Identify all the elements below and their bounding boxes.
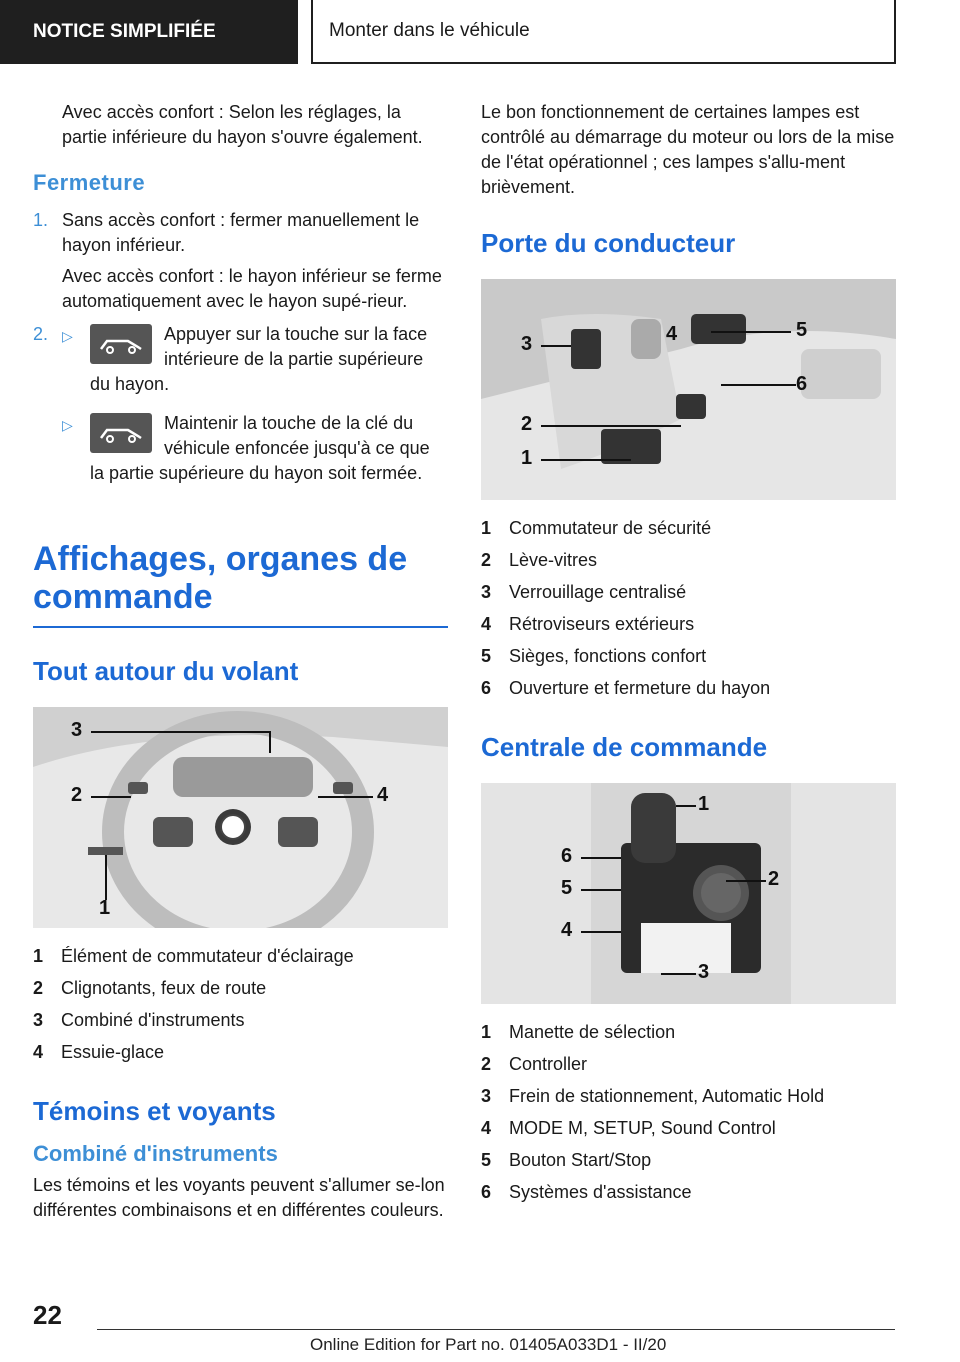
temoins-text: Les témoins et les voyants peuvent s'allumer se-lon différentes combinaisons et en différentes couleurs.: [33, 1175, 445, 1220]
steering-wheel-photo: [33, 707, 448, 928]
callout-2: 2: [768, 868, 780, 890]
door-panel-photo: [481, 279, 896, 500]
triangle-right-icon: ▷: [62, 328, 73, 344]
callout-5: 5: [796, 319, 808, 341]
header-chapter: [311, 0, 896, 64]
right-column: [481, 100, 896, 1208]
porte-heading: Porte du conducteur: [481, 228, 736, 258]
legend-item: 1 Commutateur de sécurité: [481, 518, 712, 538]
volant-heading: Tout autour du volant: [33, 656, 299, 686]
page-number: 22: [33, 1300, 62, 1330]
car-tailgate-icon: [90, 413, 152, 453]
legend-item: 5 Bouton Start/Stop: [481, 1150, 652, 1170]
legend-item: 4 Essuie-glace: [33, 1042, 165, 1062]
legend-item: 4 MODE M, SETUP, Sound Control: [481, 1118, 776, 1138]
volant-legend: [33, 940, 448, 1068]
left-column: [33, 100, 448, 1223]
centrale-heading: Centrale de commande: [481, 732, 768, 762]
header-section: [0, 0, 298, 64]
legend-item: 3 Verrouillage centralisé: [481, 582, 687, 602]
combine-heading: Combiné d'instruments: [33, 1141, 278, 1166]
legend-item: 2 Lève-vitres: [481, 550, 598, 570]
bullet-2-text: Maintenir la touche de la clé du véhicule enfoncée jusqu'à ce que la partie supérieure du hayon soit fermée.: [90, 413, 430, 483]
bullet-2: [62, 411, 448, 492]
callout-2: 2: [521, 413, 533, 435]
footer-divider: [97, 1329, 895, 1330]
fermeture-heading: Fermeture: [33, 170, 146, 195]
bullet-1: [62, 322, 448, 403]
legend-item: 2 Clignotants, feux de route: [33, 978, 267, 998]
temoins-heading: Témoins et voyants: [33, 1096, 276, 1126]
callout-4: 4: [666, 323, 678, 345]
legend-item: 4 Rétroviseurs extérieurs: [481, 614, 695, 634]
callout-5: 5: [561, 877, 573, 899]
step-1: [33, 208, 448, 320]
right-intro-text: Le bon fonctionnement de certaines lampes est contrôlé au démarrage du moteur ou lors de la mise de l'état opérationnel ; ces lampes s'allu-ment brièvement.: [481, 102, 895, 197]
car-tailgate-icon: [90, 324, 152, 364]
callout-1: 1: [99, 897, 111, 919]
callout-3: 3: [521, 333, 533, 355]
porte-legend: [481, 512, 896, 704]
step-1-text-b: Avec accès confort : le hayon inférieur se ferme automatiquement avec le hayon supé-rieur.: [62, 266, 442, 311]
step-2-number: 2.: [33, 324, 49, 344]
callout-6: 6: [796, 373, 808, 395]
legend-item: 2 Controller: [481, 1054, 588, 1074]
header-chapter-label: Monter dans le véhicule: [329, 20, 530, 41]
callout-3: 3: [698, 961, 710, 983]
callout-3: 3: [71, 719, 83, 741]
header-section-label: NOTICE SIMPLIFIÉE: [33, 21, 216, 42]
center-console-photo: [481, 783, 896, 1004]
callout-1: 1: [521, 447, 533, 469]
intro-text: Avec accès confort : Selon les réglages, la partie inférieure du hayon s'ouvre également.: [62, 102, 423, 147]
callout-6: 6: [561, 845, 573, 867]
affichages-heading: Affichages, organes de commande: [33, 540, 448, 628]
legend-item: 3 Frein de stationnement, Automatic Hold: [481, 1086, 825, 1106]
edition-footer: Online Edition for Part no. 01405A033D1 - II/20: [310, 1335, 667, 1354]
step-1-number: 1.: [33, 210, 49, 230]
legend-item: 3 Combiné d'instruments: [33, 1010, 245, 1030]
legend-item: 5 Sièges, fonctions confort: [481, 646, 707, 666]
centrale-legend: [481, 1016, 896, 1208]
legend-item: 1 Élément de commutateur d'éclairage: [33, 946, 354, 966]
legend-item: 6 Ouverture et fermeture du hayon: [481, 678, 771, 698]
step-2: [33, 322, 448, 500]
legend-item: 1 Manette de sélection: [481, 1022, 676, 1042]
step-1-text-a: Sans accès confort : fermer manuellement le hayon inférieur.: [62, 210, 420, 255]
legend-item: 6 Systèmes d'assistance: [481, 1182, 692, 1202]
callout-4: 4: [377, 784, 389, 806]
callout-4: 4: [561, 919, 573, 941]
bullet-1-text: Appuyer sur la touche sur la face intérieure de la partie supérieure du hayon.: [90, 324, 428, 394]
callout-1: 1: [698, 793, 710, 815]
callout-2: 2: [71, 784, 83, 806]
triangle-right-icon: ▷: [62, 417, 73, 433]
